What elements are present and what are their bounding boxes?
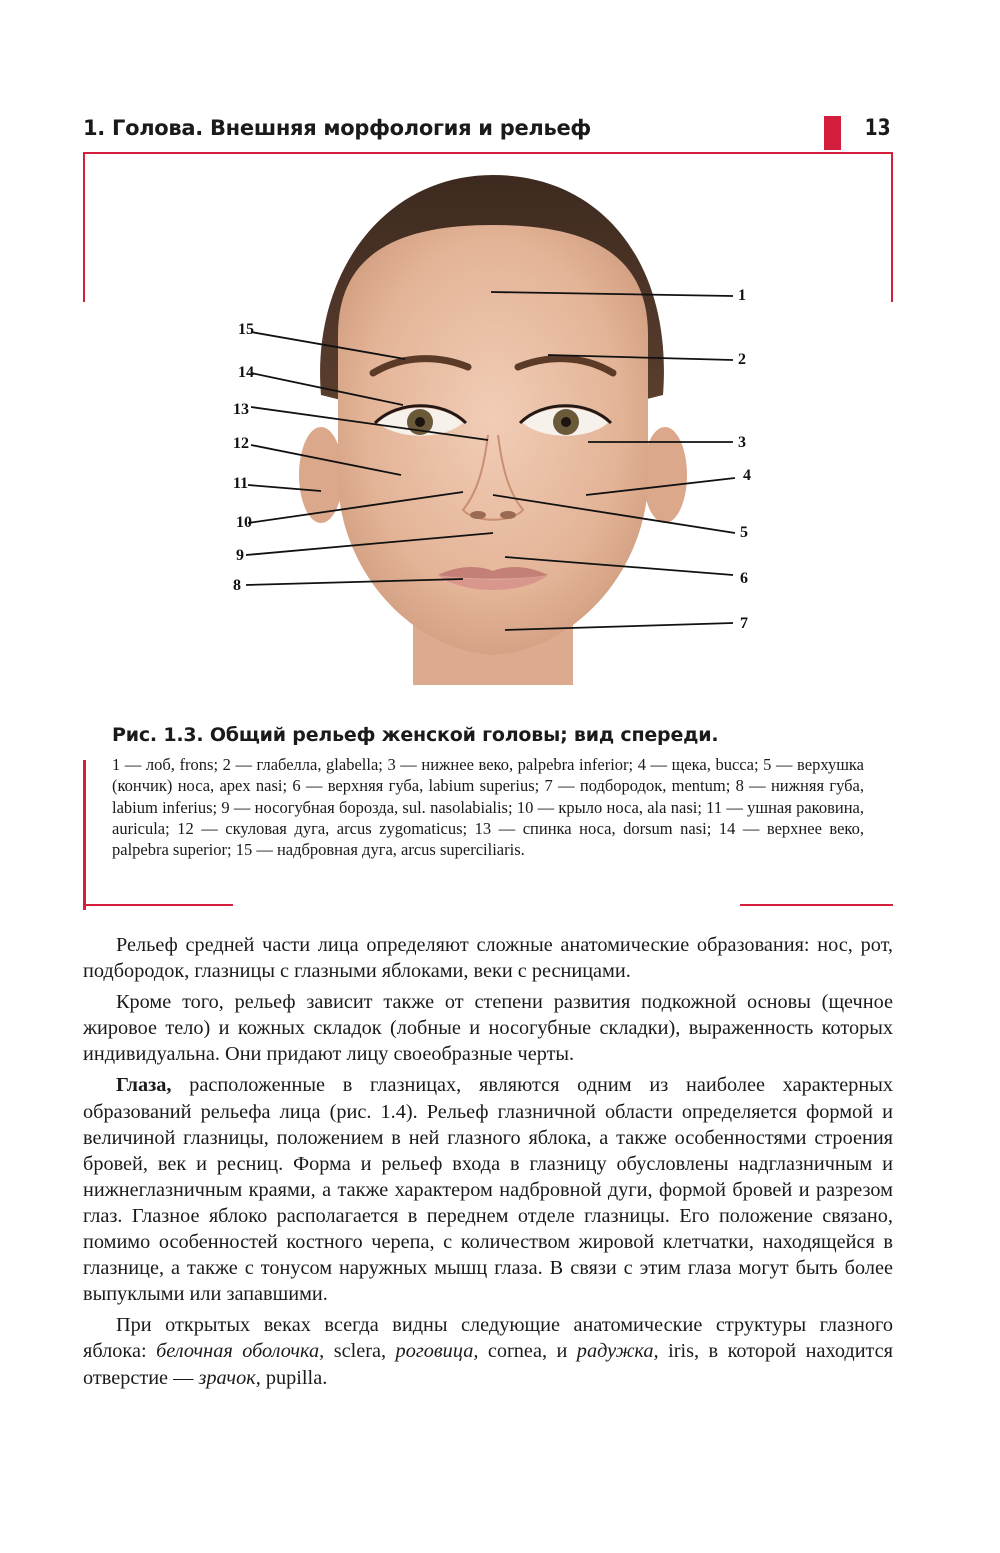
paragraph-4-text-a: При открытых веках всегда видны следующие анатомические структуры глазного яблока: [83,1314,893,1363]
figure-label-7: 7 [740,615,748,632]
paragraph-4-text-d: iris, в которой находится отверстие — [83,1340,893,1389]
running-header [83,112,893,152]
paragraph-2: Кроме того, рельеф зависит также от степени развития подкожной основы (щечное жировое тело) и кожных складок (лобные и носогубные складки), выраженность которых индивидуальна. Они придают лицу своеобразные черты. [83,991,893,1066]
chapter-title: 1. Голова. Внешняя морфология и рельеф [83,116,591,140]
figure-label-3: 3 [738,434,746,451]
figure-label-1: 1 [738,287,746,304]
figure-caption-title: Рис. 1.3. Общий рельеф женской головы; вид спереди. [112,724,719,746]
paragraph-3-text: расположенные в глазницах, являются одним из наиболее характерных образований рельефа лица (рис. 1.4). Рельеф глазничной области определяется формой и величиной глазницы, положением в ней глазного яблока, а также особенностями строения бровей, век и ресниц. Форма и рельеф входа в глазницу обусловлены надглазничным и нижнеглазничным краями, а также характером надбровной дуги, формой бровей и разрезом глаз. Глазное яблоко располагается в переднем отделе глазницы. Его положение связано, помимо особенностей костного черепа, с количеством жировой клетчатки, находящейся в глазнице, а также с тонусом наружных мышц глаза. В связи с этим глаза могут быть более выпуклыми или запавшими. [83,1074,893,1306]
term-cornea: роговица, [395,1340,479,1363]
body-text [83,932,893,1396]
figure-label-8: 8 [233,577,241,594]
term-pupil: зрачок, [198,1366,261,1389]
figure-label-2: 2 [738,351,746,368]
paragraph-4-text-c: cornea, и [478,1340,577,1363]
figure-label-4: 4 [743,467,751,484]
figure-label-9: 9 [236,547,244,564]
caption-accent-bar [83,760,86,910]
figure-label-12: 12 [233,435,249,452]
page-number: 13 [864,116,891,141]
paragraph-4-text-b: sclera, [324,1340,396,1363]
figure-label-10: 10 [236,514,252,531]
figure-label-5: 5 [740,524,748,541]
term-eyes: Глаза, [116,1074,172,1097]
paragraph-1: Рельеф средней части лица определяют сложные анатомические образования: нос, рот, подбородок, глазницы с глазными яблоками, веки с ресницами. [83,934,893,983]
figure-label-14: 14 [238,364,254,381]
paragraph-4 [83,1312,893,1390]
figure-label-6: 6 [740,570,748,587]
figure-caption-body: 1 — лоб, frons; 2 — глабелла, glabella; 3 — нижнее веко, palpebra inferior; 4 — щека, bucca; 5 — верхушка (кончик) носа, apex nasi; 6 — верхняя губа, labium superius; 7 — подбородок, mentum; 8 — нижняя губа, labium inferius; 9 — носогубная борозда, sul. nasolabialis; 10 — крыло носа, ala nasi; 11 — ушная раковина, auricula; 12 — скуловая дуга, arcus zygomaticus; 13 — спинка носа, dorsum nasi; 14 — верхнее веко, palpebra superior; 15 — надбровная дуга, arcus superciliaris. [112,755,864,860]
figure-label-15: 15 [238,321,254,338]
frame-top-line [83,152,893,154]
term-sclera: белочная оболочка, [156,1340,325,1363]
term-iris: радужка, [576,1340,659,1363]
header-accent-bar [824,116,841,150]
figure-label-11: 11 [233,475,249,492]
paragraph-4-text-e: pupilla. [260,1366,328,1389]
paragraph-3 [83,1072,893,1307]
figure-label-13: 13 [233,401,249,418]
leader-lines [83,155,893,715]
